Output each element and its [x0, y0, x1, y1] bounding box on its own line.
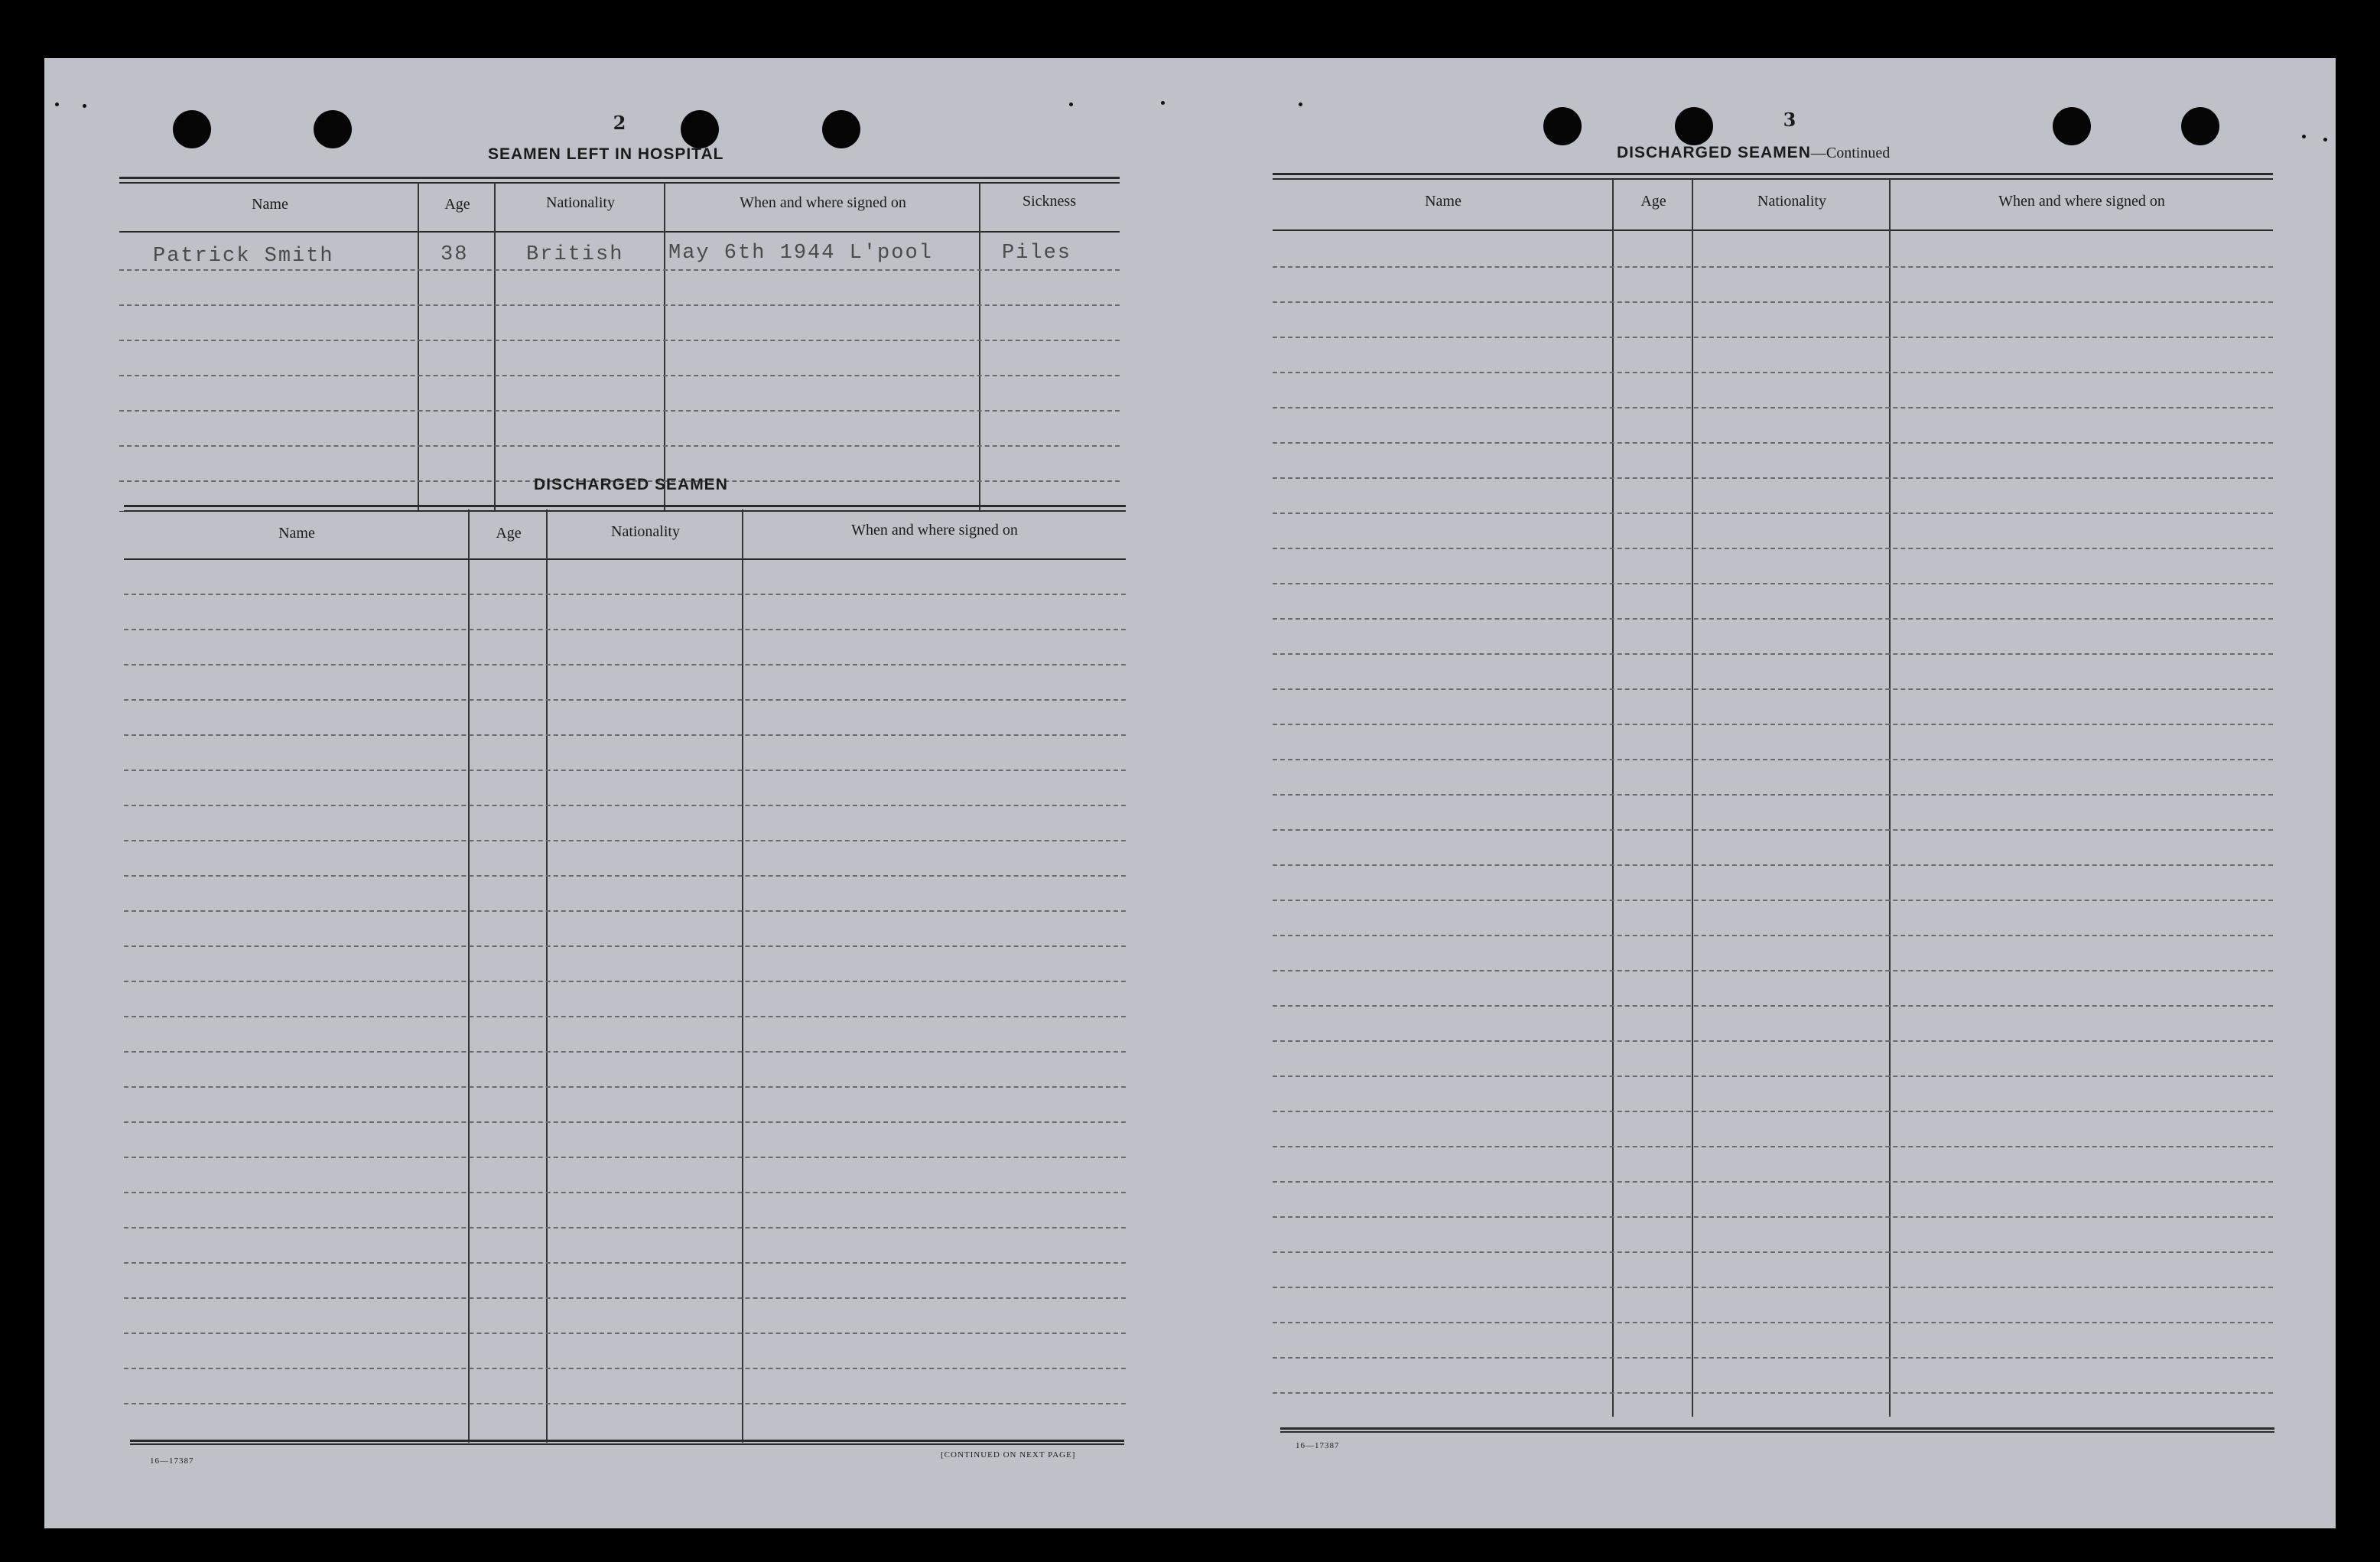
ruled-line — [124, 981, 1126, 982]
ruled-line — [1273, 794, 2273, 796]
ruled-line — [119, 375, 1120, 376]
ruled-line — [1273, 724, 2273, 725]
ruled-line — [124, 594, 1126, 595]
punch-hole — [173, 110, 211, 148]
hospital-nationality-cell: British — [526, 243, 624, 266]
ledger-sheet — [44, 58, 2336, 1528]
ruled-line — [124, 1227, 1126, 1228]
ruled-line — [1273, 583, 2273, 584]
col-header-age: Age — [496, 525, 522, 542]
ruled-line — [1273, 1111, 2273, 1112]
page-number-left: 2 — [613, 112, 626, 134]
ruled-line — [124, 840, 1126, 841]
section-title-discharged: DISCHARGED SEAMEN — [534, 476, 728, 493]
section-title-hospital: SEAMEN LEFT IN HOSPITAL — [488, 145, 724, 163]
ruled-line — [124, 1368, 1126, 1369]
ruled-line — [124, 1403, 1126, 1404]
punch-hole — [2053, 107, 2091, 145]
ruled-line — [1273, 1005, 2273, 1007]
col-header-signed-on: When and where signed on — [851, 522, 1018, 539]
title-suffix: —Continued — [1810, 145, 1891, 161]
ruled-line — [124, 1051, 1126, 1053]
hospital-signed-on-cell: May 6th 1944 L'pool — [668, 242, 933, 265]
col-header-nationality: Nationality — [546, 194, 615, 211]
col-header-age: Age — [444, 196, 470, 213]
ruled-line — [124, 699, 1126, 701]
ruled-line — [1273, 688, 2273, 690]
ruled-line — [1273, 900, 2273, 901]
section-title-discharged-continued — [1617, 144, 1890, 162]
ruled-line — [1273, 1181, 2273, 1183]
ruled-line — [1273, 442, 2273, 444]
ruled-line — [1273, 864, 2273, 866]
ruled-line — [119, 410, 1120, 412]
ruled-line — [1273, 1287, 2273, 1288]
ruled-line — [124, 770, 1126, 771]
ruled-line — [1273, 759, 2273, 760]
ruled-line — [1273, 829, 2273, 831]
form-number-right: 16—17387 — [1296, 1441, 1340, 1450]
ruled-line — [124, 805, 1126, 806]
punch-hole — [681, 110, 719, 148]
col-header-age: Age — [1640, 193, 1666, 210]
punch-hole — [2181, 107, 2219, 145]
ruled-line — [1273, 548, 2273, 549]
ruled-line — [1273, 337, 2273, 338]
col-header-signed-on: When and where signed on — [1998, 193, 2165, 210]
hospital-name-cell: Patrick Smith — [153, 245, 334, 268]
col-header-sickness: Sickness — [1023, 193, 1076, 210]
ruled-line — [1273, 477, 2273, 479]
ruled-line — [124, 945, 1126, 947]
title-text: DISCHARGED SEAMEN — [1617, 144, 1811, 161]
ruled-line — [124, 664, 1126, 665]
hospital-sickness-cell: Piles — [1002, 242, 1072, 265]
ruled-line — [1273, 1322, 2273, 1323]
ruled-line — [124, 1297, 1126, 1299]
form-number-left: 16—17387 — [150, 1456, 194, 1466]
ruled-line — [1273, 1392, 2273, 1394]
hospital-age-cell: 38 — [441, 243, 469, 266]
ruled-line — [1273, 1076, 2273, 1077]
col-header-signed-on: When and where signed on — [740, 194, 906, 211]
ruled-line — [124, 1086, 1126, 1088]
punch-hole — [314, 110, 352, 148]
ruled-line — [1273, 301, 2273, 303]
ruled-line — [1273, 1146, 2273, 1147]
col-header-nationality: Nationality — [1757, 193, 1826, 210]
ruled-line — [1273, 1251, 2273, 1253]
ruled-line — [119, 340, 1120, 341]
ruled-line — [1273, 618, 2273, 620]
ruled-line — [1273, 266, 2273, 268]
ruled-line — [124, 1016, 1126, 1017]
col-header-name: Name — [278, 525, 315, 542]
ruled-line — [1273, 935, 2273, 936]
col-header-name: Name — [1425, 193, 1461, 210]
page-number-right: 3 — [1783, 109, 1796, 131]
ruled-line — [1273, 970, 2273, 971]
ruled-line — [124, 910, 1126, 912]
ruled-line — [1273, 513, 2273, 514]
col-header-nationality: Nationality — [611, 523, 680, 540]
ruled-line — [124, 1192, 1126, 1193]
ruled-line — [124, 1262, 1126, 1264]
ruled-line — [119, 304, 1120, 306]
punch-hole — [1675, 107, 1713, 145]
ruled-line — [124, 734, 1126, 736]
ruled-line — [1273, 407, 2273, 408]
ruled-line — [124, 1121, 1126, 1123]
punch-hole — [1543, 107, 1582, 145]
continued-note: [CONTINUED ON NEXT PAGE] — [941, 1450, 1076, 1459]
ruled-line — [1273, 1357, 2273, 1359]
ruled-line — [1273, 372, 2273, 373]
ruled-line — [119, 445, 1120, 447]
ruled-line — [119, 269, 1120, 271]
ruled-line — [1273, 653, 2273, 655]
ruled-line — [1273, 1040, 2273, 1042]
ruled-line — [124, 629, 1126, 630]
ruled-line — [124, 875, 1126, 877]
punch-hole — [822, 110, 860, 148]
ruled-line — [124, 1333, 1126, 1334]
ruled-line — [124, 1157, 1126, 1158]
col-header-name: Name — [252, 196, 288, 213]
ruled-line — [1273, 1216, 2273, 1218]
